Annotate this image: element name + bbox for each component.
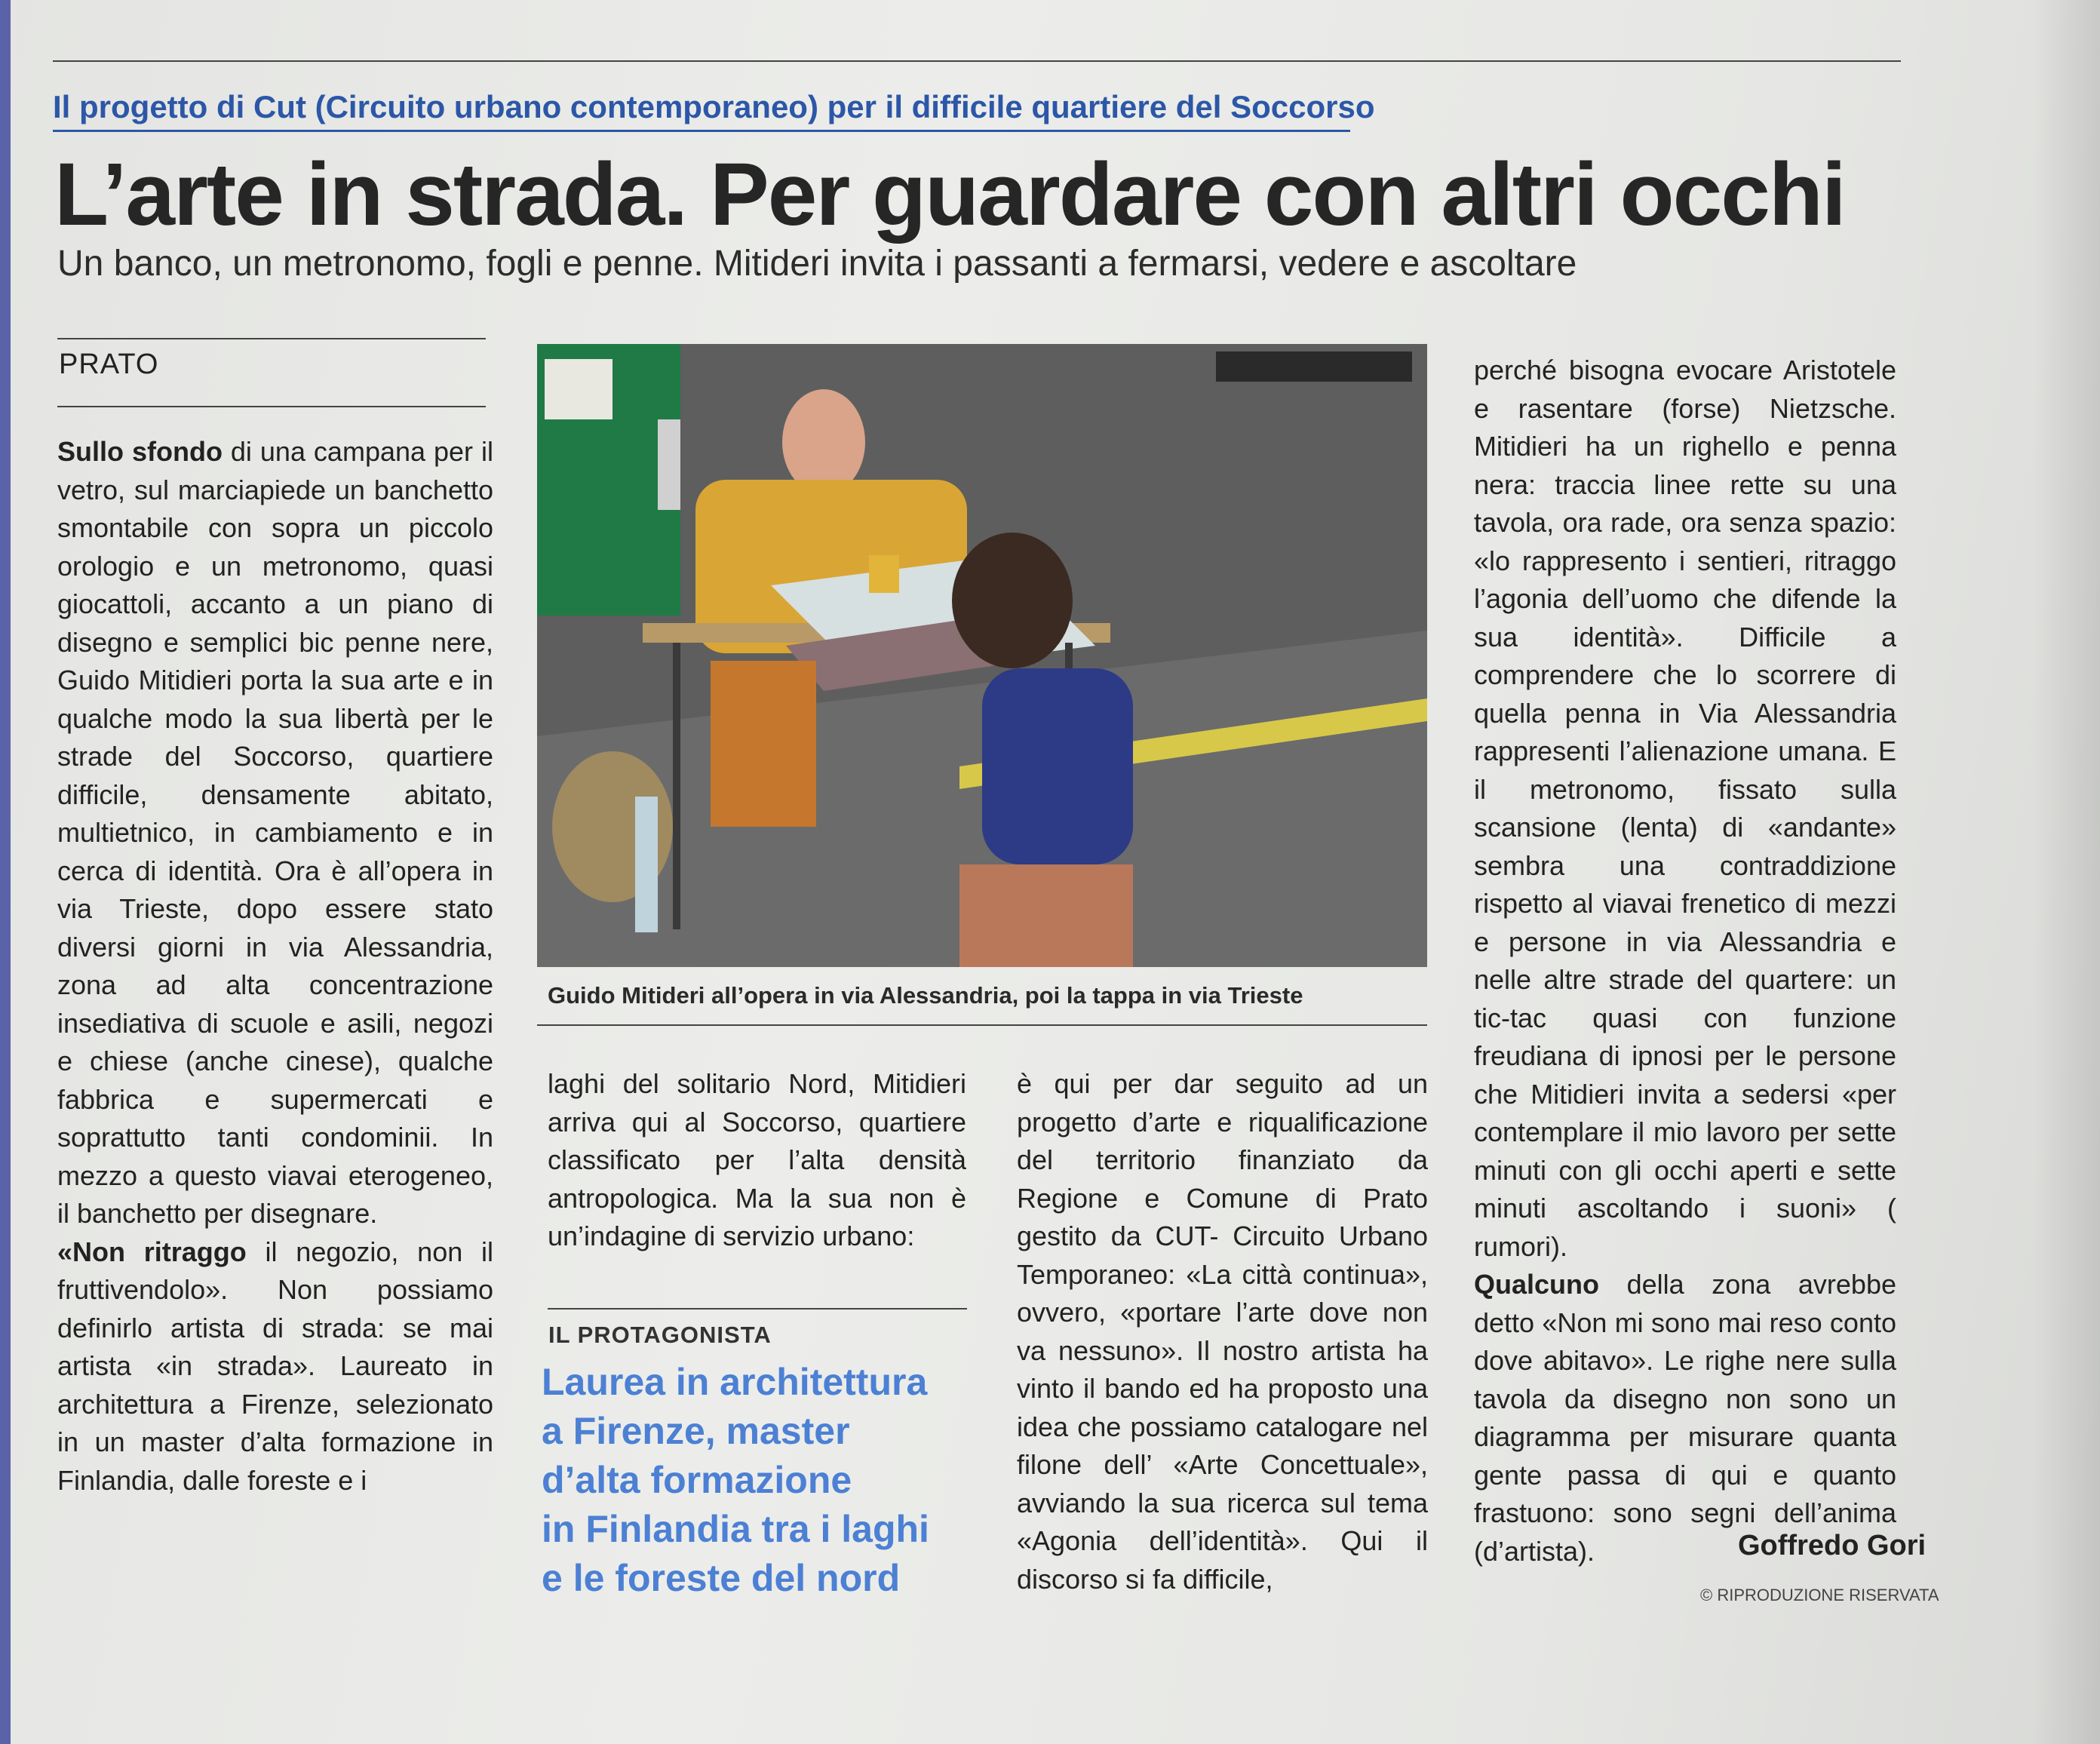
article-column-2: [548, 1065, 966, 1256]
article-column-1: [57, 433, 493, 1500]
box-title-line: in Finlandia tra i laghi: [542, 1508, 929, 1550]
lead-in: «Non ritraggo: [57, 1236, 247, 1267]
section-rule-bottom: [57, 406, 486, 407]
photo-caption: Guido Mitideri all’opera in via Alessandria, poi la tappa in via Trieste: [548, 982, 1303, 1009]
section-label: PRATO: [59, 348, 159, 380]
box-title-line: a Firenze, master: [542, 1410, 850, 1452]
headline: L’arte in strada. Per guardare con altri occhi: [54, 145, 1845, 244]
box-title-line: e le foreste del nord: [542, 1557, 901, 1599]
page-shadow: [2032, 0, 2100, 1744]
article-column-4: [1474, 352, 1896, 1571]
box-label: IL PROTAGONISTA: [548, 1322, 772, 1348]
paragraph-text: è qui per dar seguito ad un progetto d’arte e riqualificazione del territorio finanziato da Regione e Comune di Prato gestito da CUT- Circuito Urbano Temporaneo: «La città continua», ovvero, «portare l’arte dove non va nessuno». Il nostro artista ha vinto il bando ed ha proposto una idea che possiamo catalogare nel filone dell’ «Arte Concettuale», avviando la sua ricerca sul tema «Agonia dell’identità». Qui il discorso si fa difficile,: [1017, 1068, 1428, 1595]
box-title: [542, 1358, 994, 1603]
top-rule: [53, 60, 1901, 62]
article-column-3: [1017, 1065, 1428, 1598]
kicker-underline: [53, 130, 1350, 132]
box-title-line: Laurea in architettura: [542, 1361, 928, 1403]
paragraph: [57, 433, 493, 1233]
paragraph-text: il negozio, non il fruttivendolo». Non possiamo definirlo artista di strada: se mai artista «in strada». Laureato in architettura a Firenze, selezionato in un master d’alta formazione in Finlandia, dalle foreste e i: [57, 1236, 494, 1496]
paragraph: [1474, 1266, 1896, 1571]
kicker: Il progetto di Cut (Circuito urbano contemporaneo) per il difficile quartiere del Soccorso: [53, 89, 1375, 124]
lead-in: Sullo sfondo: [57, 436, 223, 467]
rights-notice: © RIPRODUZIONE RISERVATA: [1700, 1586, 1939, 1604]
box-title-line: d’alta formazione: [542, 1459, 852, 1501]
paragraph-text: della zona avrebbe detto «Non mi sono mai reso conto dove abitavo». Le righe nere sulla tavola da disegno non sono un diagramma per misurare quanta gente passa di qui e quanto frastuono: sono segni dell’anima (d’artista).: [1474, 1269, 1896, 1567]
paragraph: [1474, 352, 1896, 1266]
byline: Goffredo Gori: [1738, 1530, 1927, 1561]
page-edge-strip: [0, 0, 11, 1744]
caption-rule: [537, 1024, 1427, 1026]
paragraph: [57, 1233, 493, 1500]
paragraph-text: perché bisogna evocare Aristotele e rasentare (forse) Nietzsche. Mitidieri ha un righello e penna nera: traccia linee rette su una tavola, ora rade, ora senza spazio: «lo rappresento i sentieri, ritraggo l’agonia dell’uomo che difende la sua identità». Difficile a comprendere che lo scorrere di quella penna in Via Alessandria rappresenti l’alienazione umana. E il metronomo, fissato sulla scansione (lenta) di «andante» sembra una contraddizione rispetto al viavai frenetico di mezzi e persone in via Alessandria e nelle altre strade del quartere: un tic-tac quasi con funzione freudiana di ipnosi per le persone che Mitidieri invita a sedersi «per contemplare il mio lavoro per sette minuti con gli occhi aperti e sette minuti ascoltando i suoni» ( rumori).: [1474, 355, 1896, 1262]
photo-illustration: [537, 344, 1427, 967]
article-photo: [537, 344, 1427, 967]
box-rule: [548, 1308, 967, 1310]
paragraph-text: di una campana per il vetro, sul marciapiede un banchetto smontabile con sopra un piccolo orologio e un metronomo, quasi giocattoli, accanto a un piano di disegno e semplici bic penne nere, Guido Mitidieri porta la sua arte e in qualche modo la sua libertà per le strade del Soccorso, quartiere difficile, densamente abitato, multietnico, in cambiamento e in cerca di identità. Ora è all’opera in via Trieste, dopo essere stato diversi giorni in via Alessandria, zona ad alta concentrazione insediativa di scuole e asili, negozi e chiese (anche cinese), qualche fabbrica e supermercati e soprattutto tanti condominii. In mezzo a questo viavai eterogeneo, il banchetto per disegnare.: [57, 436, 493, 1229]
section-rule-top: [57, 338, 486, 339]
subheadline: Un banco, un metronomo, fogli e penne. Mitideri invita i passanti a fermarsi, vedere e ascoltare: [57, 244, 1577, 284]
paragraph-text: laghi del solitario Nord, Mitidieri arriva qui al Soccorso, quartiere classificato per l’alta densità antropologica. Ma la sua non è un’indagine di servizio urbano:: [548, 1068, 966, 1251]
lead-in: Qualcuno: [1474, 1269, 1600, 1300]
